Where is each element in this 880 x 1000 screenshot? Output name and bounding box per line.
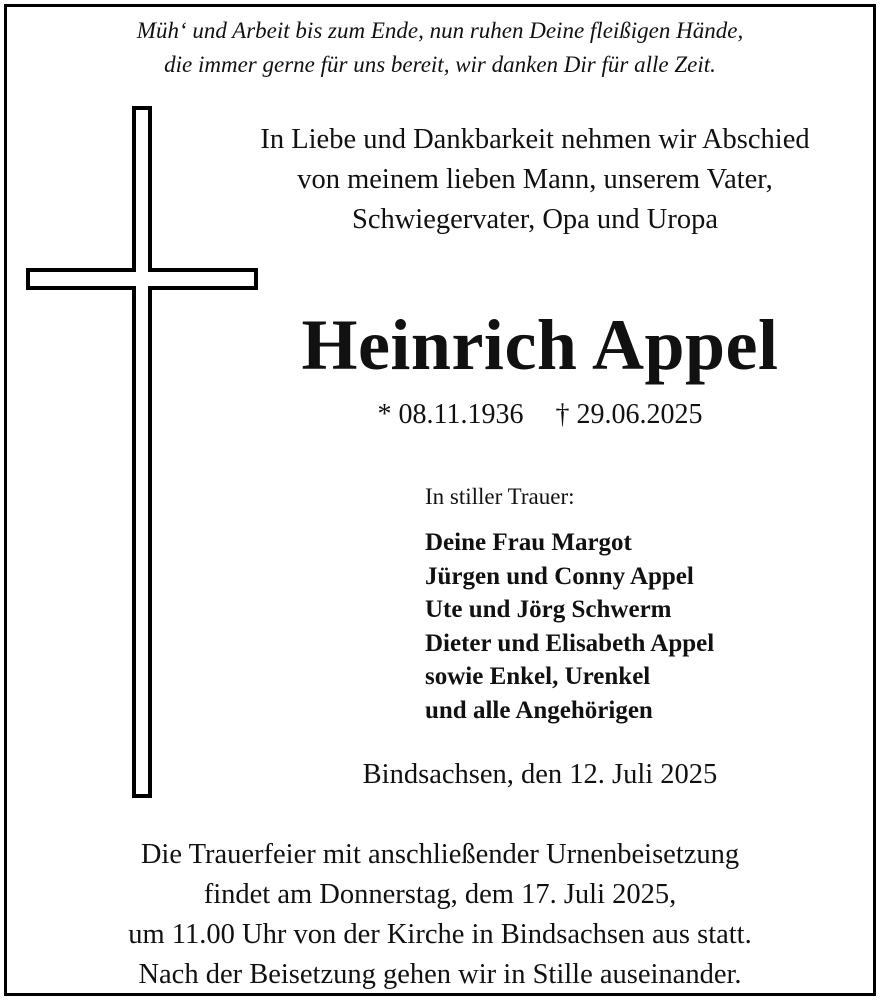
service-info bbox=[0, 835, 880, 995]
motto bbox=[0, 14, 880, 82]
intro-text bbox=[215, 120, 855, 240]
motto-line-1: Müh‘ und Arbeit bis zum Ende, nun ruhen Deine fleißigen Hände, bbox=[136, 18, 744, 43]
intro-line-1: In Liebe und Dankbarkeit nehmen wir Abschied bbox=[260, 124, 810, 155]
mourner-name: und alle Angehörigen bbox=[425, 696, 653, 724]
mourner-name: Deine Frau Margot bbox=[425, 529, 632, 556]
motto-line-2: die immer gerne für uns bereit, wir danken Dir für alle Zeit. bbox=[164, 52, 716, 77]
service-line-3: um 11.00 Uhr von der Kirche in Bindsachsen aus statt. bbox=[128, 919, 752, 950]
mourners-label: In stiller Trauer: bbox=[425, 484, 575, 509]
intro-line-2: von meinem lieben Mann, unserem Vater, bbox=[297, 164, 773, 195]
mourner-name: Ute und Jörg Schwerm bbox=[425, 596, 672, 623]
death-date: † 29.06.2025 bbox=[555, 399, 703, 430]
life-dates bbox=[230, 395, 850, 435]
birth-date: * 08.11.1936 bbox=[377, 399, 524, 430]
service-line-2: findet am Donnerstag, dem 17. Juli 2025, bbox=[203, 879, 677, 910]
mourner-name: sowie Enkel, Urenkel bbox=[425, 663, 651, 690]
mourner-name: Jürgen und Conny Appel bbox=[425, 562, 694, 590]
deceased-name: Heinrich Appel bbox=[301, 305, 779, 385]
mourner-name: Dieter und Elisabeth Appel bbox=[425, 629, 715, 657]
service-line-4: Nach der Beisetzung gehen wir in Stille auseinander. bbox=[138, 959, 742, 990]
place-date: Bindsachsen, den 12. Juli 2025 bbox=[362, 759, 718, 790]
intro-line-3: Schwiegervater, Opa und Uropa bbox=[351, 204, 719, 235]
mourners-list bbox=[425, 526, 714, 727]
service-line-1: Die Trauerfeier mit anschließender Urnenbeisetzung bbox=[140, 839, 740, 870]
